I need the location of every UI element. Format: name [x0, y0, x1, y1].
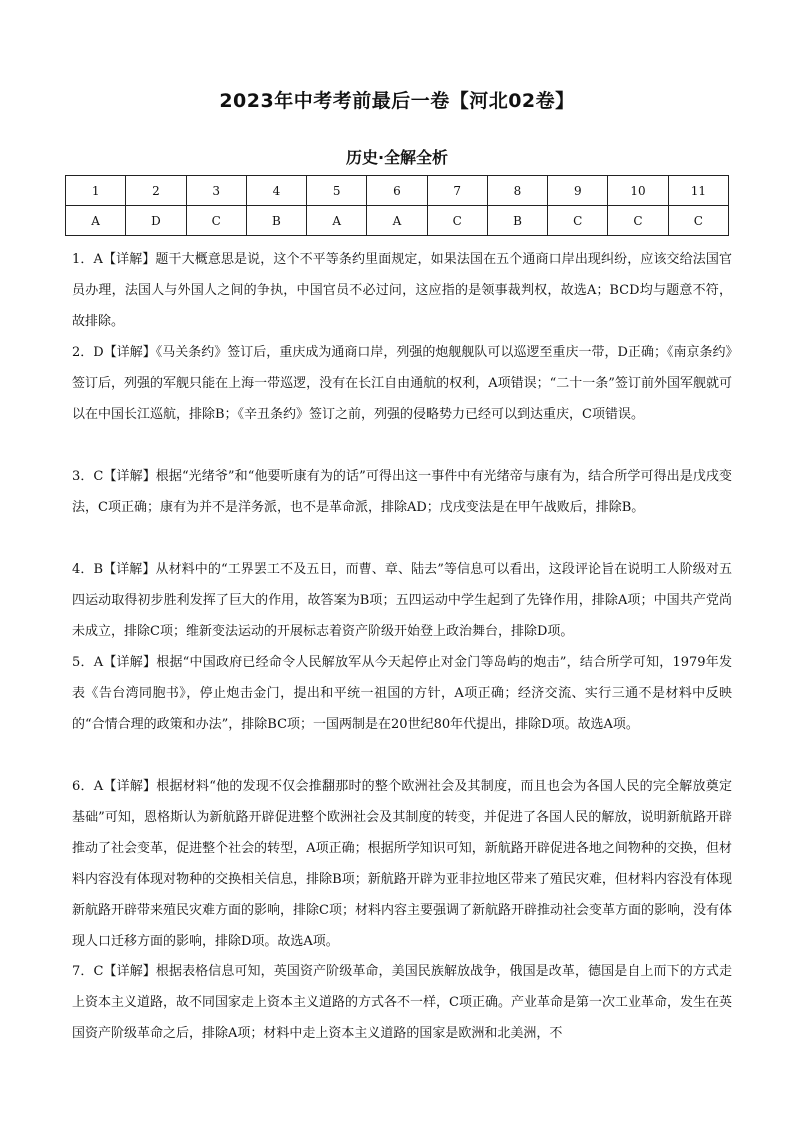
- explanation-text: 4．B【详解】从材料中的“工界罢工不及五日，而曹、章、陆去”等信息可以看出，这段评论旨在说明工人阶级对五四运动取得初步胜利发挥了巨大的作用，故答案为B项；五四运动中学生起到了先锋作用，排除A项；中国共产党尚未成立，排除C项；维新变法运动的开展标志着资产阶级开始登上政治舞台，排除D项。: [72, 562, 732, 639]
- explanation-7: [72, 956, 732, 1049]
- explanation-5: [72, 647, 732, 740]
- question-number-cell: 11: [668, 176, 728, 206]
- answer-table-answer-row: [66, 206, 729, 236]
- answer-cell: A: [367, 206, 427, 236]
- question-number-cell: 3: [186, 176, 246, 206]
- answer-cell: C: [427, 206, 487, 236]
- question-number-cell: 10: [608, 176, 668, 206]
- answer-cell: A: [66, 206, 126, 236]
- answer-cell: D: [126, 206, 186, 236]
- answer-cell: C: [608, 206, 668, 236]
- document-title: 2023年中考考前最后一卷【河北02卷】: [219, 90, 575, 112]
- explanation-text: 6．A【详解】根据材料“他的发现不仅会推翻那时的整个欧洲社会及其制度，而且也会为各国人民的完全解放奠定基础”可知，恩格斯认为新航路开辟促进整个欧洲社会及其制度的转变，并促进了各国人民的解放，说明新航路开辟推动了社会变革，促进整个社会的转型，A项正确；根据所学知识可知，新航路开辟促进各地之间物种的交换，但材料内容没有体现对物种的交换相关信息，排除B项；新航路开辟为亚非拉地区带来了殖民灾难，但材料内容没有体现新航路开辟带来殖民灾难方面的影响，排除C项；材料内容主要强调了新航路开辟推动社会变革方面的影响，没有体现人口迁移方面的影响，排除D项。故选A项。: [72, 779, 732, 949]
- explanation-text: 1．A【详解】题干大概意思是说，这个不平等条约里面规定，如果法国在五个通商口岸出现纠纷，应该交给法国官员办理，法国人与外国人之间的争执，中国官员不必过问，这应指的是领事裁判权，故选A；BCD均与题意不符，故排除。: [72, 252, 732, 329]
- explanation-2: [72, 337, 732, 430]
- answer-cell: C: [548, 206, 608, 236]
- explanation-3: [72, 461, 732, 523]
- question-number-cell: 9: [548, 176, 608, 206]
- explanation-4: [72, 554, 732, 647]
- explanation-text: 2．D【详解】《马关条约》签订后，重庆成为通商口岸，列强的炮舰舰队可以巡逻至重庆一带，D正确；《南京条约》签订后，列强的军舰只能在上海一带巡逻，没有在长江自由通航的权利，A项错误；“二十一条”签订前外国军舰就可以在中国长江巡航，排除B；《辛丑条约》签订之前，列强的侵略势力已经可以到达重庆，C项错误。: [72, 345, 732, 422]
- answer-cell: C: [668, 206, 728, 236]
- explanation-text: 3．C【详解】根据“光绪爷”和“他要听康有为的话”可得出这一事件中有光绪帝与康有为，结合所学可得出是戊戌变法，C项正确；康有为并不是洋务派，也不是革命派，排除AD；戊戌变法是在甲午战败后，排除B。: [72, 469, 732, 515]
- explanation-6: [72, 771, 732, 957]
- document-subtitle: 历史·全解全析: [345, 148, 449, 167]
- answer-cell: A: [307, 206, 367, 236]
- question-number-cell: 1: [66, 176, 126, 206]
- explanation-1: [72, 244, 732, 337]
- answer-table: [65, 175, 729, 236]
- question-number-cell: 5: [307, 176, 367, 206]
- question-number-cell: 4: [246, 176, 306, 206]
- question-number-cell: 2: [126, 176, 186, 206]
- question-number-cell: 8: [487, 176, 547, 206]
- explanation-text: 7．C【详解】根据表格信息可知，英国资产阶级革命，美国民族解放战争，俄国是改革，德国是自上而下的方式走上资本主义道路，故不同国家走上资本主义道路的方式各不一样，C项正确。产业革命是第一次工业革命，发生在英国资产阶级革命之后，排除A项；材料中走上资本主义道路的国家是欧洲和北美洲，不: [72, 964, 732, 1041]
- answer-cell: B: [246, 206, 306, 236]
- question-number-cell: 7: [427, 176, 487, 206]
- answer-table-number-row: [66, 176, 729, 206]
- question-number-cell: 6: [367, 176, 427, 206]
- explanation-text: 5．A【详解】根据“中国政府已经命令人民解放军从今天起停止对金门等岛屿的炮击”，结合所学可知，1979年发表《告台湾同胞书》，停止炮击金门，提出和平统一祖国的方针，A项正确；经济交流、实行三通不是材料中反映的“合情合理的政策和办法”，排除BC项；一国两制是在20世纪80年代提出，排除D项。故选A项。: [72, 655, 732, 732]
- answer-cell: C: [186, 206, 246, 236]
- answer-cell: B: [487, 206, 547, 236]
